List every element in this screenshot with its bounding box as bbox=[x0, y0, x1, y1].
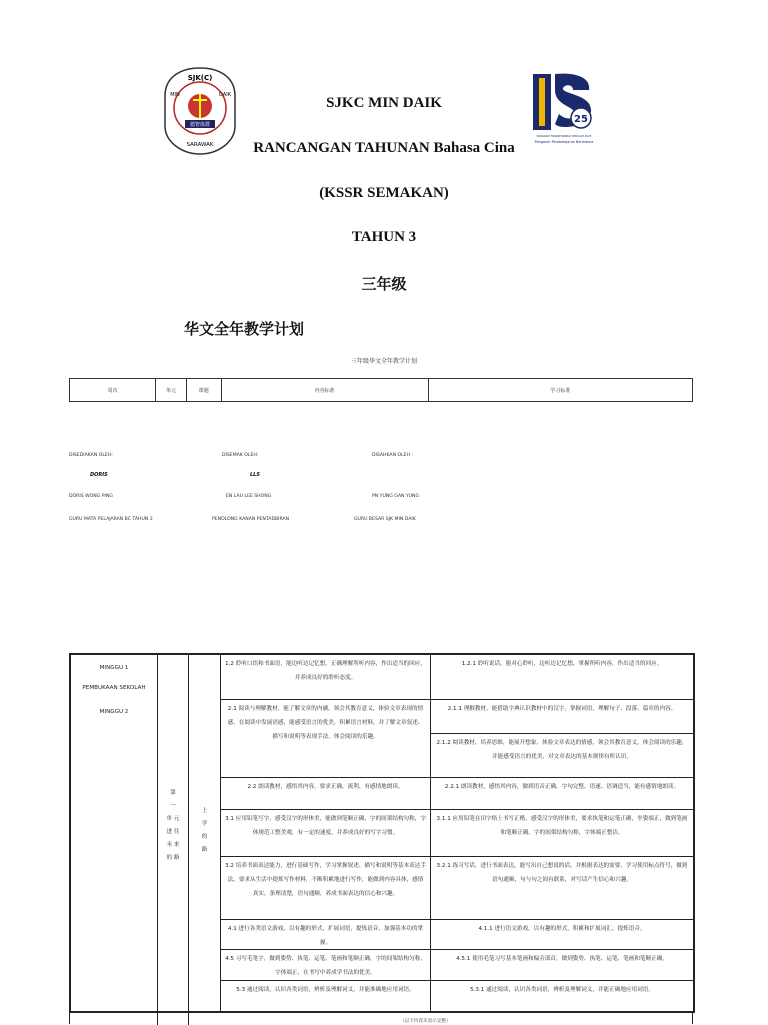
learning-standard-5: 3.1.1 应用铅笔在田字格上书写正楷，感受汉字的形体美，要求执笔和运笔正确，坐姿端正，做到笔画和笔顺正确，字的间架结构匀称，字体端正整洁。 bbox=[430, 809, 694, 857]
week-2-label: MINGGU 2 bbox=[99, 709, 129, 715]
prepared-signature: DORIS bbox=[90, 472, 108, 478]
learning-standard-2: 2.1.1 理解教材，能借助字典认识教材中的汉字，掌握词语，理解句子、段落、篇章的内容。 bbox=[430, 699, 694, 734]
plan-header-table bbox=[69, 378, 693, 402]
content-standard-3: 2.2 朗读教材，感悟其内容，要求正确、流利、有感情地朗读。 bbox=[220, 777, 431, 810]
year-label: TAHUN 3 bbox=[351, 229, 417, 245]
learning-standard-4: 2.2.1 朗读教材，感悟其内容，做到语音正确，字句完整，语速、语调适当，能有感情地朗读。 bbox=[430, 777, 694, 810]
col-learning-standard: 学习标准 bbox=[428, 379, 692, 402]
checked-role: PENOLONG KANAN PENTADBIRAN bbox=[212, 517, 290, 522]
next-row bbox=[69, 1011, 693, 1024]
logo-top-text: SJK(C) bbox=[187, 74, 213, 82]
curriculum-label: (KSSR SEMAKAN) bbox=[319, 185, 449, 201]
topic-title: 上 学 的 路 bbox=[201, 808, 208, 853]
learning-standard-8: 4.5.1 使用毛笔习写基本笔画和偏旁部首，做到姿势、执笔、运笔、笔画和笔顺正确。 bbox=[430, 949, 694, 981]
prepared-name: DORIS WONG PING bbox=[69, 494, 113, 499]
content-standard-6: 4.1 进行各类语文游戏，以有趣的形式，扩展词语，提炼语音、加强基本功的掌握。 bbox=[220, 919, 431, 950]
ts25-caption-1: PROGRAM TRANSFORMASI SEKOLAH 2025 bbox=[536, 135, 592, 138]
table-caption: 三年级华文全年教学计划 bbox=[350, 358, 417, 365]
prepared-role: GURU MATA PELAJARAN BC TAHUN 3 bbox=[69, 517, 153, 522]
week-1-label: MINGGU 1 bbox=[99, 665, 129, 671]
col-week: 周次 bbox=[70, 379, 156, 402]
content-standard-4: 3.1 应用铅笔写字，感受汉字的形体美，能做到笔顺正确，字的间架结构匀称，字体规范工整美观，有一定的速度，并养成良好的写字习惯。 bbox=[220, 809, 431, 857]
plan-title-cn: 华文全年教学计划 bbox=[184, 320, 305, 338]
unit-title: 第 一 单 元 进 往 未 来 的 路 bbox=[166, 790, 180, 861]
plan-title: RANCANGAN TAHUNAN Bahasa Cina bbox=[253, 140, 515, 156]
week-cell bbox=[70, 654, 158, 1012]
learning-standard-6: 3.2.1 练习写话，进行书面表达，能写出自己想说的话，并根据表达的需要，学习使用标点符号，做到语句通顺，句与句之间有联系，对写话产生信心和兴趣。 bbox=[430, 856, 694, 920]
logo-bottom-text: SARAWAK bbox=[186, 142, 214, 148]
school-opening-label: PEMBUKAAN SEKOLAH bbox=[82, 685, 146, 691]
logo-left-arc: MIN bbox=[170, 92, 180, 98]
year-label-cn: 三年级 bbox=[361, 275, 407, 293]
content-standard-8: 5.3 通过阅读，认识各类词语，辨析及理解词义，并能准确地应用词语。 bbox=[220, 980, 431, 1012]
school-name: SJKC MIN DAIK bbox=[326, 95, 442, 111]
topic-cell bbox=[188, 654, 221, 1012]
col-content-standard: 内容标准 bbox=[221, 379, 428, 402]
content-standard-5: 3.2 培养书面表达能力，进行基础写作，学习掌握叙述、描写和说明等基本表达手法，要求从生活中提炼写作材料，不断积累地进行写作，能做到内容具体，感情真实，条理清楚，语句通顺，养成书面表达的信心和兴趣。 bbox=[220, 856, 431, 920]
plan-table bbox=[69, 653, 695, 1013]
content-standard-7: 4.5 习写毛笔字，做到姿势、执笔、运笔、笔画和笔顺正确，字的间架结构匀称，字体端正，在书写中养成学书法的优美。 bbox=[220, 949, 431, 981]
approved-role: GURU BESAR SJK MIN DAIK bbox=[354, 517, 416, 522]
checked-signature: LLS bbox=[250, 472, 260, 478]
prepared-label: DISEDIAKAN OLEH: bbox=[69, 453, 113, 458]
checked-label: DISEMAK OLEH: bbox=[222, 453, 259, 458]
content-standard-1: 1.2 聆听口语和书面语，能边听边记忆想，正确理解所听内容，作出适当的回应，并养成良好的聆听态度。 bbox=[220, 654, 431, 700]
content-standard-2: 2.1 阅读与理解教材，能了解文章的内涵，领会其教育意义，体验文章表现的情感，在阅读中发展语感，能感受语言的优美，积累语言材料，并了解文章叙述、描写和说明等表现手法，体会阅读的乐趣。 bbox=[220, 699, 431, 778]
learning-standard-3: 2.1.2 阅读教材，培养思维，能展开想象，体验文章表达的情感，领会其教育意义，体会阅读的乐趣，并能感受语言的优美，对文章表达的基本规律有所认识。 bbox=[430, 733, 694, 778]
unit-cell bbox=[157, 654, 189, 1012]
ts25-number: 25 bbox=[574, 114, 588, 125]
learning-standard-7: 4.1.1 进行语文游戏，以有趣的形式，积累和扩展词汇，提炼语音。 bbox=[430, 919, 694, 950]
approved-name: PN YUNG GAN YUNG bbox=[372, 494, 420, 499]
logo-right-arc: DAIK bbox=[219, 92, 231, 98]
checked-name: EN LAU LEE SHONG bbox=[226, 494, 272, 499]
next-row-text: （以下内容未显示完整） bbox=[400, 1019, 451, 1024]
learning-standard-1: 1.2.1 聆听说话，能对心聆听，边听边记忆想，掌握所听内容，作出适当的回应。 bbox=[430, 654, 694, 700]
learning-standard-9: 5.3.1 通过阅读，认识各类词语，辨析及理解词义，并能正确地应用词语。 bbox=[430, 980, 694, 1012]
logo-motto: 德智体群 bbox=[189, 122, 211, 128]
col-topic: 课题 bbox=[186, 379, 221, 402]
col-unit: 单元 bbox=[156, 379, 187, 402]
approved-label: DISAHKAN OLEH : bbox=[372, 453, 414, 458]
ts25-caption-2: Pengarah Pembelajaran Bermakna bbox=[534, 140, 594, 144]
